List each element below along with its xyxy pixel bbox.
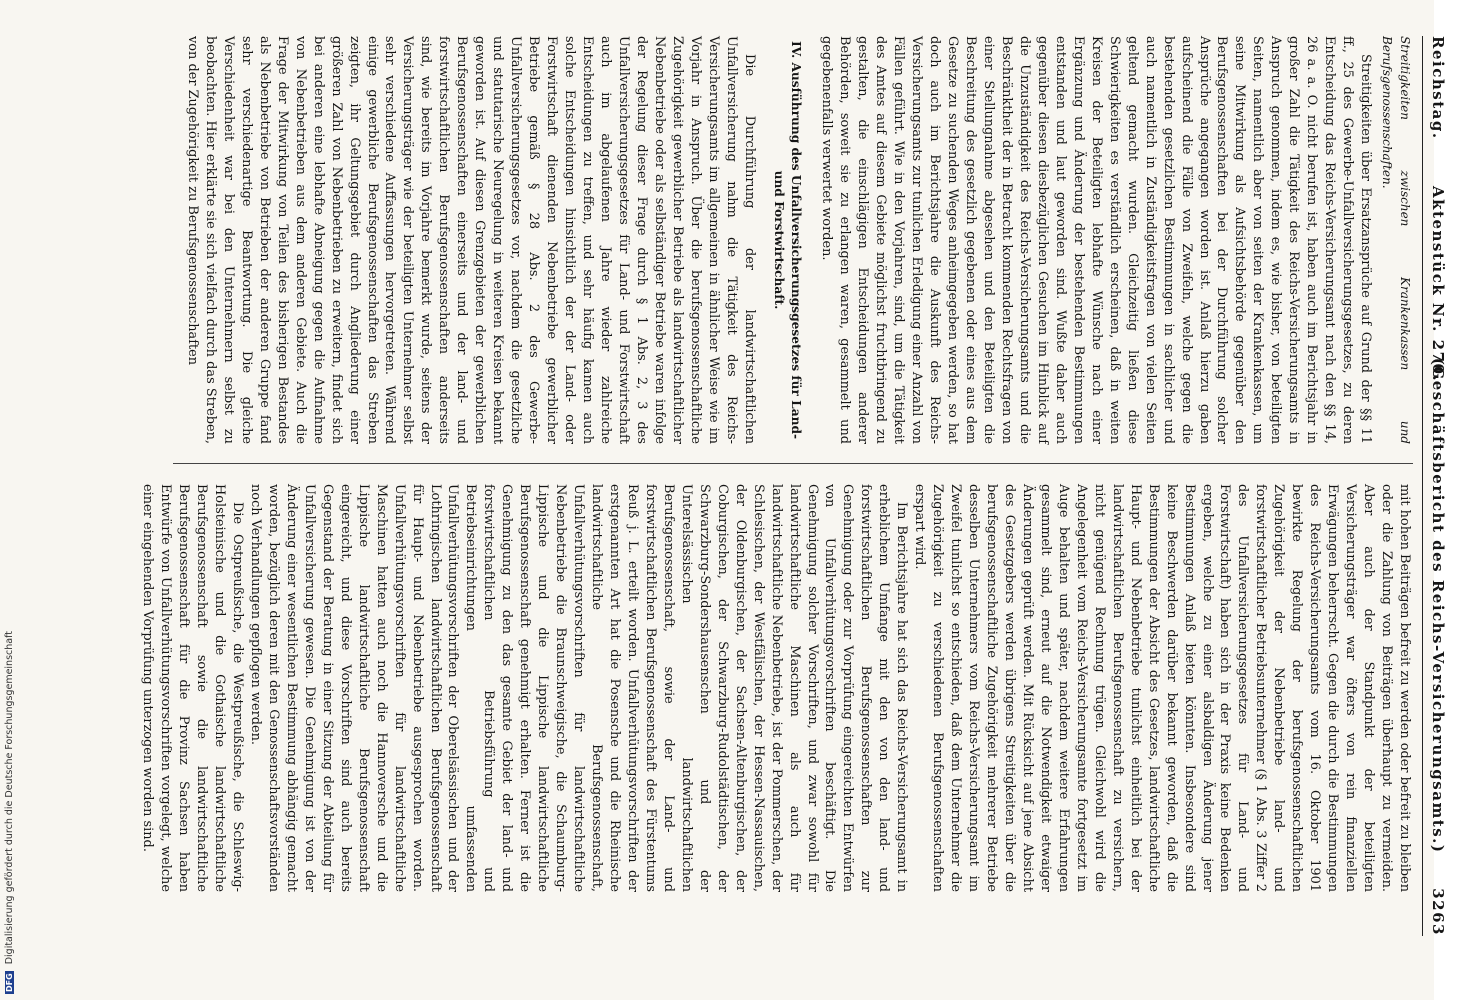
page-number: 3263 bbox=[1429, 888, 1447, 936]
column-divider bbox=[173, 463, 1413, 464]
paragraph: Die Durchführung der landwirtschaftlichen Unfallversicherung nahm die Tätigkeit des Reichs-Versicherungsamts im allgemeinen in ähnlicher Weise wie im Vorjahr in Anspruch. Über die berufsgenossenschaftliche Zugehörigkeit gewerblicher Betriebe als landwirtschaftlicher Nebenbetriebe oder als selbständiger Betriebe waren infolge der Regelung dieser Frage durch § 1 Abs. 2, 3 des Unfallversicherungsgesetzes für Land- und Forstwirtschaft auch im abgelaufenen Jahre wieder zahlreiche Entscheidungen zu treffen, und sehr häufig kamen auch solche Entscheidungen hinsichtlich der der Land- oder Forstwirtschaft dienenden Nebenbetriebe gewerblicher Betriebe gemäß § 28 Abs. 2 des Gewerbe-Unfallversicherungsgesetzes vor, nachdem die gesetzliche und statutarische Neuregelung in weiteren Kreisen bekannt geworden ist. Auf diesen Grenzgebieten der gewerblichen Berufsgenossenschaften einerseits und der land- und forstwirtschaftlichen Berufsgenossenschaften anderseits sind, wie bereits im Vorjahre bemerkt wurde, seitens der Versicherungsträger wie der beteiligten Unternehmer selbst sehr verschiedene Auffassungen hervorgetreten. Während einige gewerbliche Berufsgenossenschaften das Streben zeigten, ihr Geltungsgebiet durch Angliederung einer größeren Zahl von Nebenbetrieben zu erweitern, findet sich bei anderen eine lebhafte Abneigung gegen die Aufnahme von Nebenbetrieben aus dem anderen Gebiete. Auch die Frage der Mitwirkung von Teilen des bisherigen Bestandes als Nebenbetriebe von Betrieben der anderen Gruppe fand sehr verschiedenartige Beantwortung. Die gleiche Verschiedenheit war bei den Unternehmern selbst zu beobachten. Hier erklärte sie sich vielfach durch das Streben, von der Zugehörigkeit zu Berufsgenossenschaften bbox=[185, 36, 757, 444]
paragraph: Die Ostpreußische, die Westpreußische, die Schleswig-Holsteinische und die Gothaische landwirtschaftliche Berufsgenossenschaft sowie die landwirtschaftliche Berufsgenossenschaft für die Provinz Sachsen haben Entwürfe von Unfallverhütungsvorschriften vorgelegt, welche einer eingehenden Vorprüfung unterzogen worden sind. bbox=[140, 484, 246, 892]
paragraph: mit hohen Beiträgen befreit zu werden oder befreit zu bleiben oder die Zahlung von Beiträgen überhaupt zu vermeiden. Aber auch der Standpunkt der beteiligten Versicherungsträger war öfters von rein finanziellen Erwägungen beherrscht. Gegen die durch die Bestimmungen des Reichs-Versicherungsamts vom 16. Oktober 1901 bewirkte Regelung der berufsgenossenschaftlichen Zugehörigkeit der Nebenbetriebe land- und forstwirtschaftlicher Betriebsunternehmer (§ 1 Abs. 3 Ziffer 2 des Unfallversicherungsgesetzes für Land- und Forstwirtschaft) haben sich in der Praxis keine Bedenken ergeben, welche zu einer alsbaldigen Änderung jener Bestimmungen Anlaß bieten könnten. Insbesondere sind keine Beschwerden darüber bekannt geworden, daß die Bestimmungen der Absicht des Gesetzes, landwirtschaftliche Haupt- und Nebenbetriebe tunlichst einheitlich bei der landwirtschaftlichen Berufsgenossenschaft zu versichern, nicht genügend Rechnung trügen. Gleichwohl wird die Angelegenheit vom Reichs-Versicherungsamte fortgesetzt im Auge behalten und später, nachdem weitere Erfahrungen gesammelt sind, erneut auf die Notwendigkeit etwaiger Änderungen geprüft werden. Mit Rücksicht auf jene Absicht des Gesetzgebers werden übrigens Streitigkeiten über die berufsgenossenschaftliche Zugehörigkeit mehrerer Betriebe desselben Unternehmers vom Reichs-Versicherungsamt im Zweifel tunlichst so entschieden, daß dem Unternehmer die Zugehörigkeit zu verschiedenen Berufsgenossenschaften erspart wird. bbox=[912, 484, 1412, 892]
paragraph: Streitigkeiten über Ersatzansprüche auf Grund der §§ 11 ff., 25 des Gewerbe-Unfallversicherungsgesetzes, zu deren Entscheidung das Reichs-Versicherungsamt nach den §§ 14, 26 a. a. O. nicht berufen ist, haben auch im Berichtsjahr in großer Zahl die Tätigkeit des Reichs-Versicherungsamts in Anspruch genommen, indem es, wie bisher, von beteiligten Seiten, namentlich aber von seiten der Krankenkassen, um seine Mitwirkung als Aufsichtsbehörde gegenüber den Berufsgenossenschaften bei der Durchführung solcher Ansprüche angegangen worden ist. Anlaß hierzu gaben aufscheinend die Fälle von Zweifeln, welche gegen die bestehenden gesetzlichen Bestimmungen in sachlicher und auch namentlich in Zuständigkeitsfragen von vielen Seiten geltend gemacht wurden. Gleichzeitig ließen diese Schwierigkeiten es verständlich erscheinen, daß in weiten Kreisen der Beteiligten lebhafte Wünsche nach einer Ergänzung und Änderung der bestehenden Bestimmungen entstanden und laut geworden sind. Wußte daher auch gegenüber diesen diesbezüglichen Gesuchen im Hinblick auf die Unzuständigkeit des Reichs-Versicherungsamts und die Beschränktheit der in Betracht kommenden Rechtsfragen von einer Stellungnahme abgesehen und den Beteiligten die Beschreitung des gesetzlich gegebenen oder eines aus dem Gesetze zu suchenden Weges anheimgegeben werden, so hat doch auch im Berichtsjahre die Auskunft des Reichs-Versicherungsamts zur tunlichen Erledigung einer Anzahl von Fällen geführt. Wie in den Vorjahren, sind, um die Tätigkeit des Amtes auf diesem Gebiete möglichst fruchtbringend zu gestalten, die einschlägigen Entscheidungen anderer Behörden, soweit sie zu erlangen waren, gesammelt und gegebenenfalls verwertet worden. bbox=[819, 36, 1374, 444]
digitization-credit bbox=[4, 0, 18, 994]
credit-text: Digitalisierung gefördert durch die Deutsche Forschungsgemeinschaft bbox=[4, 630, 15, 965]
header-left: Reichstag. bbox=[1429, 36, 1447, 140]
running-header bbox=[1421, 36, 1453, 936]
rotated-page bbox=[31, 26, 1461, 946]
column-subheading: Streitigkeiten zwischen Krankenkassen und Berufsgenossenschaften. bbox=[1380, 36, 1412, 444]
section-heading: IV. Ausführung des Unfallversicherungsgesetzes für Land- und Forstwirtschaft. bbox=[771, 40, 803, 440]
column-right bbox=[53, 484, 1413, 892]
paragraph: Im Berichtsjahre hat sich das Reichs-Versicherungsamt in erheblichem Umfange mit den von den land- und forstwirtschaftlichen Berufsgenossenschaften zur Genehmigung oder zur Vorprüfung eingereichten Entwürfen von Unfallverhütungsvorschriften beschäftigt. Die Genehmigung solcher Vorschriften, und zwar sowohl für landwirtschaftliche Maschinen als auch für landwirtschaftliche Nebenbetriebe, ist der Pommerschen, der Schlesischen, der Westfälischen, der Hessen-Nassauischen, der Oldenburgischen, der Sachsen-Altenburgischen, der Coburgischen, der Schwarzburg-Rudolstädtischen, der Schwarzburg-Sondershausenschen und der Unterelsässischen landwirtschaftlichen Berufsgenossenschaft, sowie der Land- und forstwirtschaftlichen Berufsgenossenschaft des Fürstentums Reuß j. L. erteilt worden. Unfallverhütungsvorschriften der erstgenannten Art hat die Posensche und die Rheinische landwirtschaftliche Berufsgenossenschaft, Unfallverhütungsvorschriften für landwirtschaftliche Nebenbetriebe die Braunschweigische, die Schaumburg-Lippische und die Lippische landwirtschaftliche Berufsgenossenschaft genehmigt erhalten. Ferner ist die Genehmigung zu den das gesamte Gebiet der land- und forstwirtschaftlichen Betriebsführung und Betriebseinrichtungen umfassenden Unfallverhütungsvorschriften der Oberelsässischen und der Lothringischen landwirtschaftlichen Berufsgenossenschaft für Haupt- und Nebenbetriebe ausgesprochen worden. Unfallverhütungsvorschriften für landwirtschaftliche Maschinen hatten auch noch die Hannoversche und die Lippische landwirtschaftliche Berufsgenossenschaft eingereicht, und diese Vorschriften sind auch bereits Gegenstand der Beratung in einer Sitzung der Abteilung für Unfallversicherung gewesen. Die Genehmigung ist von der Änderung einer wesentlichen Bestimmung abhängig gemacht worden, bezüglich deren mit den Genossenschaftsvorständen noch Verhandlungen gepflogen werden. bbox=[248, 484, 910, 892]
header-right-text: (Geschäftsbericht des Reichs-Versicherungsamts.) bbox=[1429, 357, 1447, 854]
header-center: Aktenstück Nr. 270. bbox=[1429, 186, 1447, 383]
header-right bbox=[1429, 358, 1447, 936]
header-rule bbox=[1422, 36, 1423, 936]
column-left bbox=[53, 36, 1413, 444]
dfg-logo: DFG bbox=[5, 973, 14, 992]
